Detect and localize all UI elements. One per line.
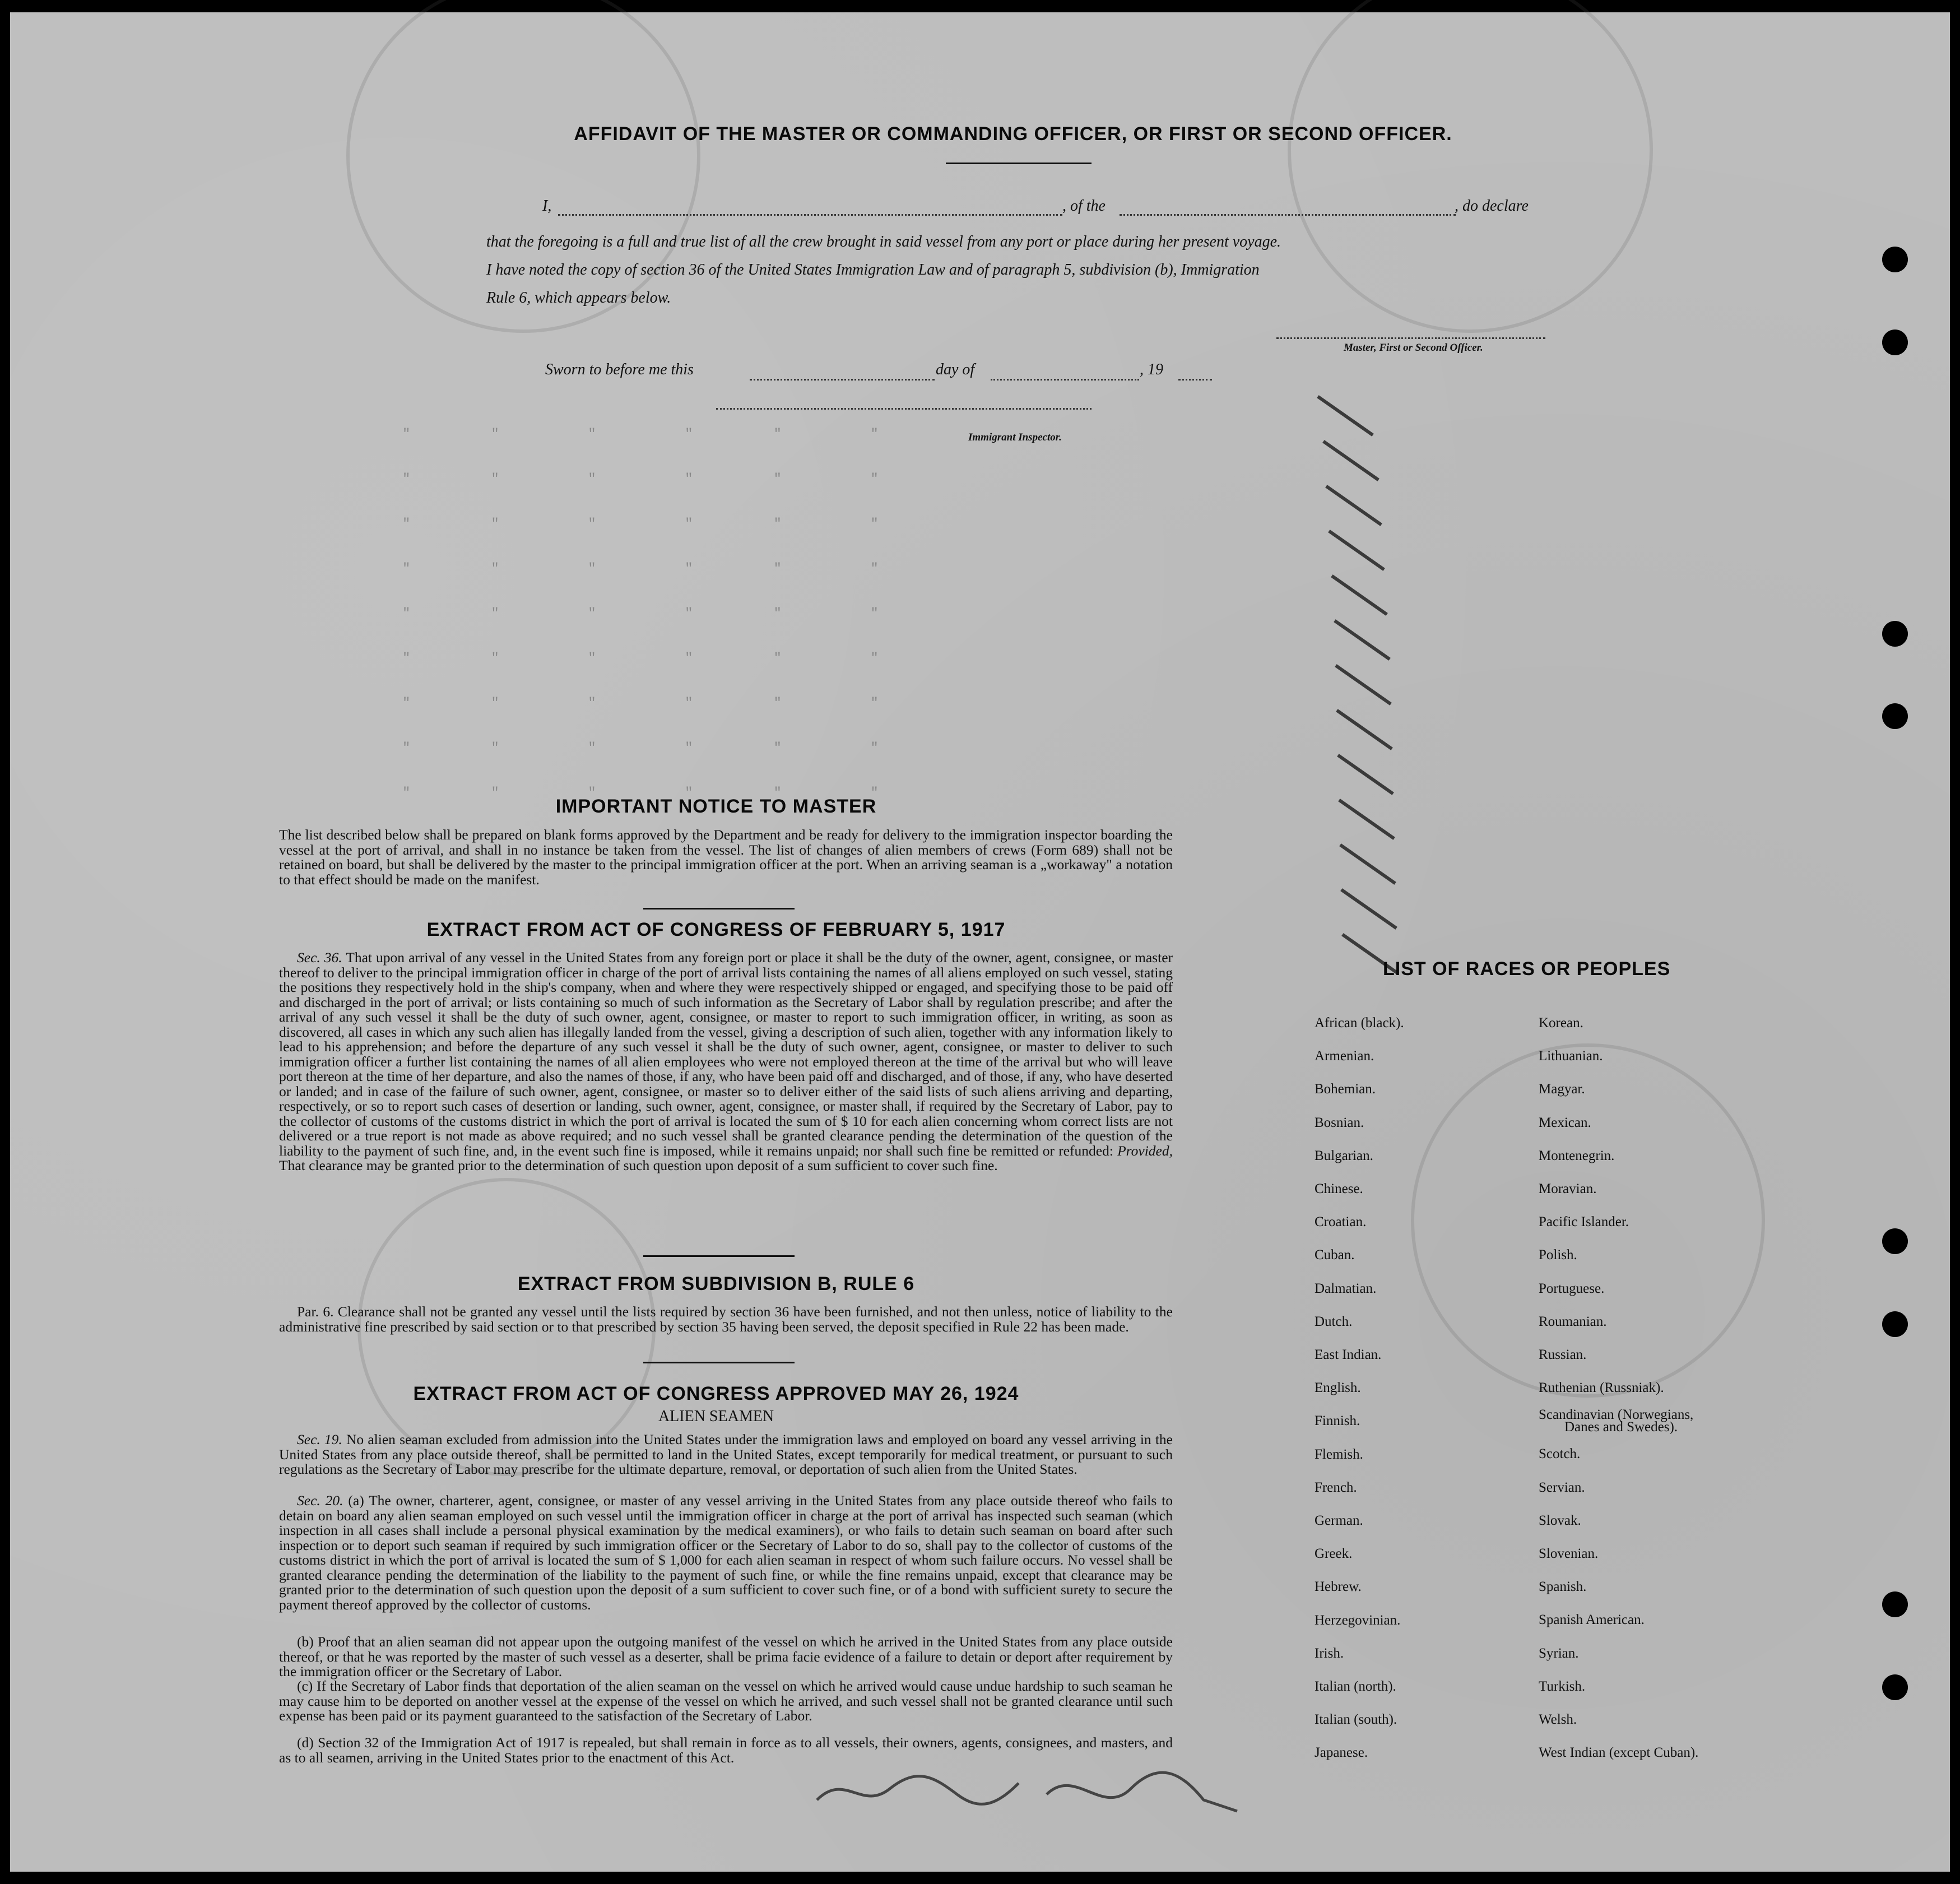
signature-scrawl <box>811 1761 1248 1822</box>
month-fill-line <box>991 379 1139 380</box>
punch-hole <box>1882 1674 1908 1700</box>
sec-20d-body: (d) Section 32 of the Immigration Act of 1917 is repealed, but shall remain in force as to all vessels, their owners, agents, consignees, and masters, and as to all seamen, arriving in the United States prior to the enactment of this Act. <box>279 1734 1173 1766</box>
sec-20a-body <box>279 1493 1173 1612</box>
extract-1917-divider <box>643 1255 795 1257</box>
race-item: Armenian. <box>1315 1048 1374 1064</box>
race-item: Syrian. <box>1539 1645 1579 1661</box>
bleed-through-text: " " " " " " <box>402 562 879 577</box>
race-item: Irish. <box>1315 1645 1344 1661</box>
race-item: Korean. <box>1539 1015 1583 1031</box>
notice-body: The list described below shall be prepared on blank forms approved by the Department and be ready for delivery to the immigration inspector boarding the vessel at the port of arrival, and shall in no instance be taken from the vessel. The list of changes of alien members of crews (Form 689) shall not be retained on board, but shall be delivered by the master to the principal immigration officer at the port. When an arriving seaman is a „workaway" a notation to that effect should be made on the manifest. <box>279 827 1173 888</box>
race-item: Portuguese. <box>1539 1280 1605 1296</box>
tally-mark <box>1328 530 1385 571</box>
declaration-line-1 <box>542 197 1551 220</box>
year-label: , 19 <box>1140 361 1163 378</box>
tally-mark <box>1322 440 1380 481</box>
sworn-label: Sworn to before me this <box>545 361 694 378</box>
race-item: Italian (south). <box>1315 1712 1397 1728</box>
race-item: Hebrew. <box>1315 1579 1362 1595</box>
race-item: Bosnian. <box>1315 1115 1364 1130</box>
race-item: Cuban. <box>1315 1247 1355 1263</box>
tally-mark <box>1340 888 1397 930</box>
declaration-line-3: I have noted the copy of section 36 of the United States Immigration Law and of paragraph 5, subdivision (b), Immigration <box>486 261 1260 279</box>
race-item: Moravian. <box>1539 1181 1597 1197</box>
race-item: Bulgarian. <box>1315 1148 1373 1163</box>
tally-mark <box>1325 485 1382 526</box>
sec-36-text: That upon arrival of any vessel in the United States from any foreign port or place it shall be the duty of the owner, agent, consignee, or master thereof to deliver to the principal immigration officer in charge of the port of arrival lists containing the names of all aliens employed on such vessel, stating the positions they respectively hold in the ship's company, when and where they were respectively shipped or engaged, and specifying those to be paid off and discharged in the port of arrival; or lists containing so much of such information as the Secretary of Labor shall by regulation prescribe; and after the arrival of any such vessel it shall be the duty of such owner, agent, consignee, or master to report to such immigration officer, in writing, as soon as discovered, all cases in which any such alien has illegally landed from the vessel, giving a description of such alien, together with any information likely to lead to his apprehension; and before the departure of any such vessel it shall be the duty of such owner, agent, consignee, or master to deliver to such immigration officer a further list containing the names of all alien employees who were not employed thereon at the time of the arrival but who will leave port thereon at the time of her departure, and also the names of those, if any, who have been paid off and discharged, and of those, if any, who have deserted or landed; and in case of the failure of such owner, agent, consignee, or master so to deliver either of the said lists of such aliens arriving and departing, respectively, or so to report such cases of desertion or landing, such owner, agent, consignee, or master shall, if required by the Secretary of Labor, pay to the collector of customs of the customs district in which the port of arrival is located the sum of $ 10 for each alien concerning whom correct lists are not delivered or a true report is not made as above required; and no such vessel shall be granted clearance pending the determination of the question of the liability to the payment of such fine, and, in the event such fine is imposed, while it remains unpaid; nor shall such fine be remitted or refunded: <box>279 949 1173 1159</box>
race-item: English. <box>1315 1380 1361 1396</box>
races-right-column <box>1539 1006 1698 1769</box>
subdivision-divider <box>643 1362 795 1363</box>
race-item: East Indian. <box>1315 1347 1382 1363</box>
tally-mark <box>1338 799 1395 840</box>
inspector-caption: Immigrant Inspector. <box>968 431 1062 443</box>
master-caption: Master, First or Second Officer. <box>1344 342 1483 354</box>
race-item: Spanish. <box>1539 1579 1587 1595</box>
race-item: Magyar. <box>1539 1082 1585 1097</box>
punch-hole <box>1882 1228 1908 1254</box>
race-item: German. <box>1315 1513 1363 1529</box>
race-item: Mexican. <box>1539 1115 1591 1130</box>
bleed-through-text: " " " " " " <box>402 517 879 532</box>
race-item: Lithuanian. <box>1539 1048 1603 1064</box>
race-item: West Indian (except Cuban). <box>1539 1745 1699 1761</box>
sec-19-body <box>279 1432 1173 1477</box>
race-item: Turkish. <box>1539 1678 1586 1694</box>
bleed-through-text: " " " " " " <box>402 786 879 801</box>
race-item: Montenegrin. <box>1539 1148 1615 1163</box>
bleed-through-text: " " " " " " <box>402 696 879 711</box>
race-item: Croatian. <box>1315 1214 1367 1230</box>
tally-mark <box>1339 843 1396 885</box>
sec-36-text-end: That clearance may be granted prior to the determination of such question upon deposit of a sum sufficient to cover such fine. <box>279 1157 998 1173</box>
subdivision-title: EXTRACT FROM SUBDIVISION B, RULE 6 <box>517 1273 915 1294</box>
tally-mark <box>1336 709 1393 750</box>
bleed-through-text: " " " " " " <box>402 606 879 621</box>
race-item: Scotch. <box>1539 1446 1581 1462</box>
extract-1917-title: EXTRACT FROM ACT OF CONGRESS OF FEBRUARY 5, 1917 <box>426 919 1006 940</box>
race-item: Dutch. <box>1315 1314 1353 1329</box>
punch-hole <box>1882 330 1908 355</box>
race-item: Dalmatian. <box>1315 1280 1377 1296</box>
punch-hole <box>1882 703 1908 729</box>
race-item: Finnish. <box>1315 1413 1360 1429</box>
name-fill-line <box>558 214 1062 216</box>
year-fill-line <box>1178 379 1212 380</box>
sec-20-label: Sec. 20. <box>297 1492 343 1509</box>
races-left-column <box>1315 1006 1404 1770</box>
day-fill-line <box>750 379 935 380</box>
race-item: Chinese. <box>1315 1181 1363 1197</box>
sec-20c-body: (c) If the Secretary of Labor finds that deportation of the alien seaman on the vessel on which he arrived would cause undue hardship to such seaman he may cause him to be deported on another vessel at the expense of the vessel on which he arrived, and such vessel shall not be granted clearance until such expense has been paid or its payment guaranteed to the satisfaction of the Secretary of Labor. <box>279 1678 1173 1724</box>
day-of-label: day of <box>936 361 975 378</box>
alien-seamen-subtitle: ALIEN SEAMEN <box>658 1408 774 1425</box>
bleed-through-text: " " " " " " <box>402 741 879 756</box>
sec-19-text: No alien seaman excluded from admission into the United States under the immigration laws and employed on board any vessel arriving in the United States from any place outside thereof, shall be permitted to land in the United States, except temporarily for medical treatment, or pursuant to such regulations as the Secretary of Labor may prescribe for the ultimate departure, removal, or deportation of such alien from the United States. <box>279 1431 1173 1477</box>
race-item-continuation: Danes and Swedes). <box>1564 1419 1678 1435</box>
extract-1917-body <box>279 950 1173 1173</box>
race-item: Slovenian. <box>1539 1546 1599 1562</box>
race-item: Flemish. <box>1315 1446 1363 1462</box>
race-item: Spanish American. <box>1539 1612 1645 1628</box>
race-item: Slovak. <box>1539 1512 1581 1528</box>
punch-hole <box>1882 1591 1908 1617</box>
declaration-line-4: Rule 6, which appears below. <box>486 289 671 307</box>
tally-mark <box>1317 395 1374 437</box>
tally-mark <box>1337 754 1394 795</box>
sec-20b-body: (b) Proof that an alien seaman did not appear upon the outgoing manifest of the vessel on which he arrived in the United States from any place outside thereof, or that he was reported by the master of such vessel as a deserter, shall be prima facie evidence of a failure to detain or deport after requirement by the immigration officer or the Secretary of Labor. <box>279 1634 1173 1679</box>
punch-hole <box>1882 1311 1908 1337</box>
vessel-fill-line <box>1120 214 1456 216</box>
sec-19-label: Sec. 19. <box>297 1431 342 1447</box>
notice-title: IMPORTANT NOTICE TO MASTER <box>555 796 877 817</box>
affidavit-title: AFFIDAVIT OF THE MASTER OR COMMANDING OFFICER, OR FIRST OR SECOND OFFICER. <box>574 123 1452 145</box>
stamp-ghost-right <box>1288 0 1653 333</box>
stamp-ghost-left <box>346 0 700 333</box>
tally-mark <box>1334 619 1391 661</box>
race-item: Ruthenian (Russniak). <box>1539 1380 1664 1396</box>
sec-20a-text: (a) The owner, charterer, agent, consignee, or master of any vessel arriving in the United States from any place outside thereof who fails to detain on board any alien seaman employed on such vessel until the immigration officer in charge at the port of arrival has inspected such seaman (which inspection in all cases shall include a personal physical examination by the medical examiners), or who fails to detain such seaman on board after such inspection or to deport such seaman if required by such immigration officer or the Secretary of Labor to do so, shall pay to the collector of customs of the customs district in which the port of arrival is located the sum of $ 1,000 for each alien seaman in respect of whom such failure occurs. No vessel shall be granted clearance pending the determination of the liability to the payment of such fine, or while the fine remains unpaid, except that clearance may be granted prior to the determination of such question upon the deposit of a sum sufficient to cover such fine, or of a bond with sufficient surety to secure the payment thereof approved by the collector of customs. <box>279 1492 1173 1613</box>
race-item: Italian (north). <box>1315 1679 1396 1695</box>
inspector-signature-line <box>716 408 1092 410</box>
race-item: Bohemian. <box>1315 1082 1376 1097</box>
race-item: Welsh. <box>1539 1712 1577 1728</box>
race-item: Servian. <box>1539 1479 1585 1495</box>
document-page <box>10 12 1950 1872</box>
tally-mark <box>1335 664 1392 706</box>
race-item: Herzegovinian. <box>1315 1612 1401 1628</box>
race-item: Polish. <box>1539 1247 1577 1263</box>
provided-label: Provided, <box>1117 1142 1173 1159</box>
punch-hole <box>1882 621 1908 647</box>
tally-mark <box>1331 574 1388 616</box>
notice-divider <box>643 908 795 909</box>
master-signature-line <box>1276 337 1545 339</box>
race-item: Japanese. <box>1315 1745 1368 1761</box>
sec-36-label: Sec. 36. <box>297 949 342 966</box>
declaration-line-2: that the foregoing is a full and true list of all the crew brought in said vessel from any port or place during her present voyage. <box>486 233 1281 250</box>
race-item: Roumanian. <box>1539 1314 1607 1329</box>
punch-hole <box>1882 247 1908 272</box>
bleed-through-text: " " " " " " <box>402 651 879 666</box>
bleed-through-text: " " " " " " <box>402 427 879 442</box>
declaration-i: I, <box>542 197 552 215</box>
race-item: Russian. <box>1539 1347 1587 1363</box>
race-item: African (black). <box>1315 1015 1404 1031</box>
declaration-of: , of the <box>1062 197 1106 215</box>
bleed-through-text: " " " " " " <box>402 472 879 487</box>
race-item: Pacific Islander. <box>1539 1214 1629 1230</box>
extract-1924-title: EXTRACT FROM ACT OF CONGRESS APPROVED MAY 26, 1924 <box>413 1383 1019 1404</box>
declaration-declare: , do declare <box>1455 197 1529 215</box>
races-title: LIST OF RACES OR PEOPLES <box>1383 958 1671 980</box>
subdivision-body: Par. 6. Clearance shall not be granted any vessel until the lists required by section 36 have been furnished, and not then unless, notice of liability to the administrative fine prescribed by said section or to that prescribed by section 35 having been served, the deposit specified in Rule 22 has been made. <box>279 1303 1173 1335</box>
race-item: Greek. <box>1315 1546 1353 1562</box>
race-item: French. <box>1315 1479 1357 1495</box>
title-divider <box>946 163 1092 164</box>
race-item: Scandinavian (Norwegians, <box>1539 1407 1694 1423</box>
